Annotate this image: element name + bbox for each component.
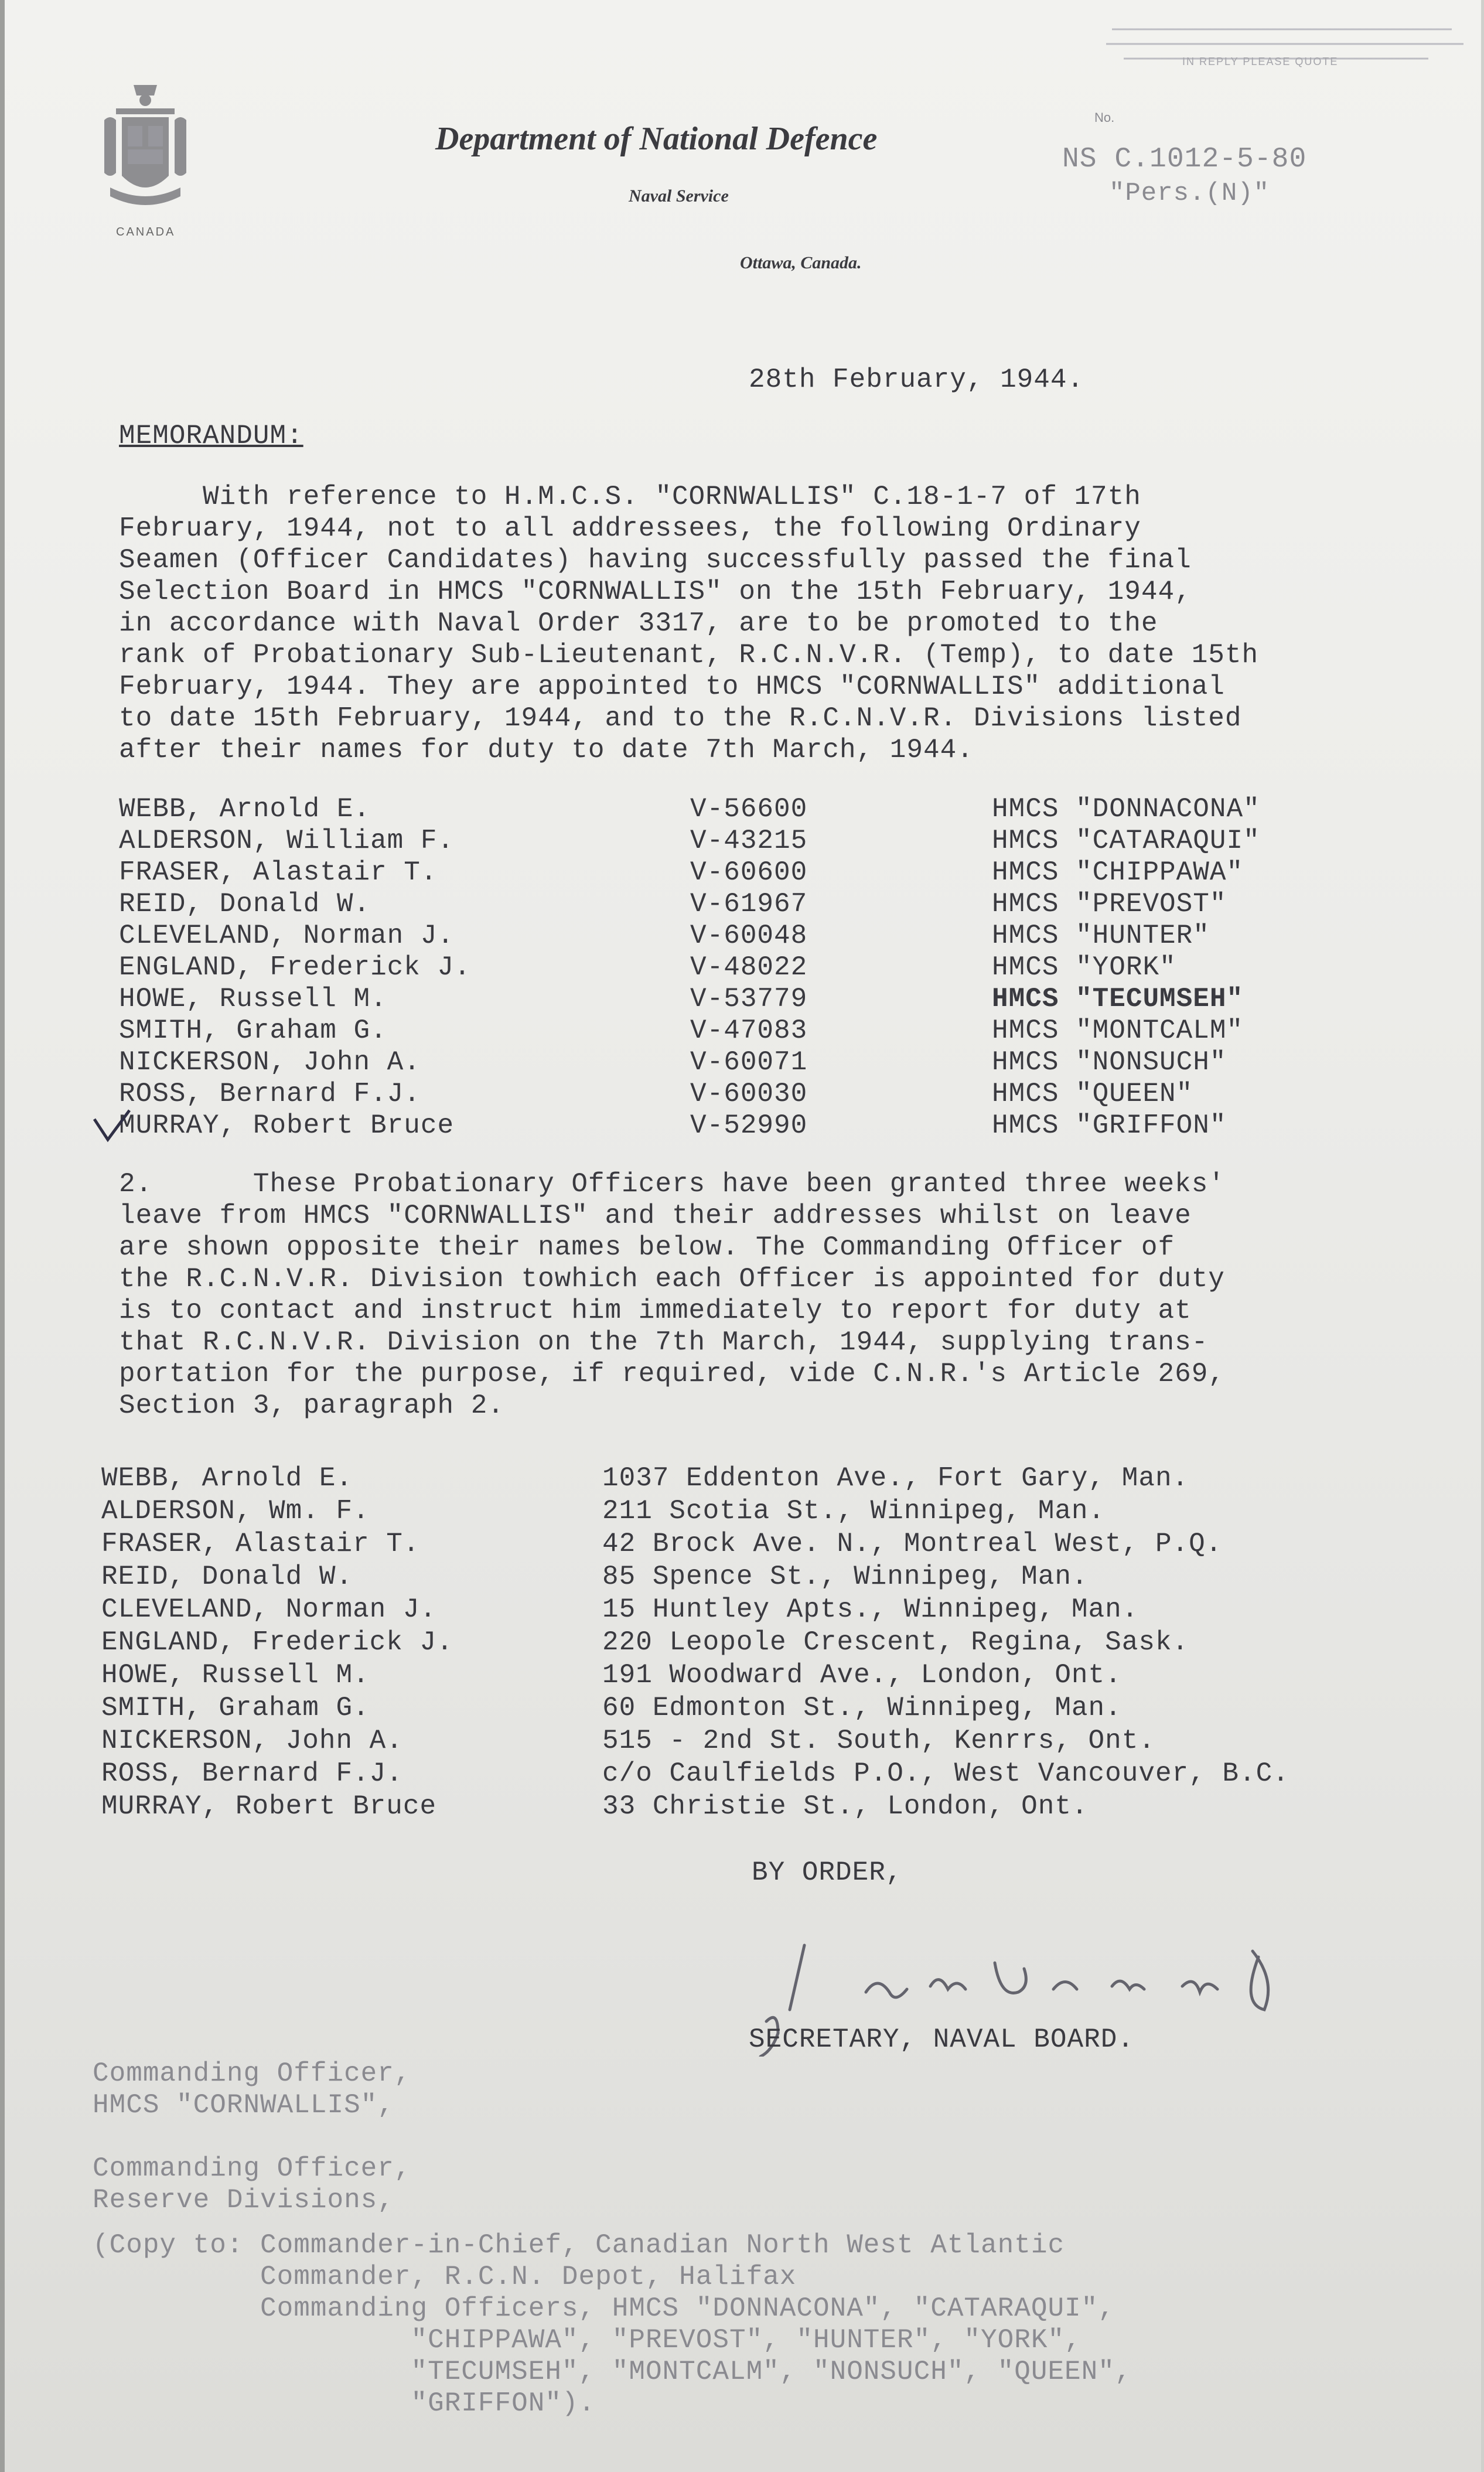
paragraph-line: portation for the purpose, if required, vide C.N.R.'s Article 269, — [119, 1359, 1225, 1389]
paragraph-line: February, 1944. They are appointed to HMCS "CORNWALLIS" additional — [119, 671, 1225, 702]
paragraph-line: to date 15th February, 1944, and to the R.C.N.V.R. Divisions listed — [119, 703, 1242, 734]
officer-name: WEBB, Arnold E. — [119, 794, 371, 824]
division: HMCS "TECUMSEH" — [992, 984, 1244, 1014]
officer-name: SMITH, Graham G. — [119, 1015, 387, 1046]
officer-name: ENGLAND, Frederick J. — [101, 1627, 453, 1658]
officer-name: MURRAY, Robert Bruce — [119, 1110, 455, 1141]
leave-address: 42 Brock Ave. N., Montreal West, P.Q. — [602, 1529, 1223, 1559]
crest-caption: CANADA — [116, 226, 176, 238]
division: HMCS "NONSUCH" — [992, 1047, 1227, 1078]
leave-address: 515 - 2nd St. South, Kenrrs, Ont. — [602, 1726, 1155, 1756]
officer-name: HOWE, Russell M. — [101, 1660, 370, 1690]
paragraph-line: February, 1944, not to all addressees, the following Ordinary — [119, 513, 1141, 544]
page-edge-shadow — [0, 0, 5, 2472]
service-number: V-60071 — [690, 1047, 808, 1078]
copy-to-line: (Copy to: Commander-in-Chief, Canadian North West Atlantic — [93, 2230, 1065, 2260]
leave-address: 85 Spence St., Winnipeg, Man. — [602, 1561, 1089, 1592]
paragraph-line: rank of Probationary Sub-Lieutenant, R.C.N.V.R. (Temp), to date 15th — [119, 640, 1259, 670]
service-name: Naval Service — [629, 186, 729, 206]
officer-name: HOWE, Russell M. — [119, 984, 387, 1014]
distribution-line: Commanding Officer, — [93, 2058, 411, 2089]
officer-name: FRASER, Alastair T. — [101, 1529, 420, 1559]
leave-address: 15 Huntley Apts., Winnipeg, Man. — [602, 1594, 1139, 1625]
officer-name: CLEVELAND, Norman J. — [119, 920, 455, 951]
officer-name: MURRAY, Robert Bruce — [101, 1791, 437, 1822]
paragraph-line: after their names for duty to date 7th March, 1944. — [119, 735, 974, 765]
paragraph-line: Selection Board in HMCS "CORNWALLIS" on the 15th February, 1944, — [119, 577, 1192, 607]
officer-name: FRASER, Alastair T. — [119, 857, 438, 888]
division: HMCS "HUNTER" — [992, 920, 1210, 951]
officer-name: NICKERSON, John A. — [101, 1726, 403, 1756]
distribution-line: Commanding Officer, — [93, 2153, 411, 2184]
service-number: V-61967 — [690, 889, 808, 919]
leave-address: 1037 Eddenton Ave., Fort Gary, Man. — [602, 1463, 1189, 1494]
department-title: Department of National Defence — [435, 121, 878, 157]
paragraph-line: the R.C.N.V.R. Division towhich each Officer is appointed for duty — [119, 1264, 1225, 1294]
paragraph-line: leave from HMCS "CORNWALLIS" and their addresses whilst on leave — [119, 1201, 1192, 1231]
file-number: NS C.1012-5-80 — [1062, 144, 1307, 175]
leave-address: 191 Woodward Ave., London, Ont. — [602, 1660, 1122, 1690]
document-page — [5, 0, 1481, 2472]
leave-address: 33 Christie St., London, Ont. — [602, 1791, 1089, 1822]
paragraph-line: 2. These Probationary Officers have been granted three weeks' — [119, 1169, 1225, 1199]
service-number: V-60048 — [690, 920, 808, 951]
officer-name: REID, Donald W. — [119, 889, 371, 919]
service-number: V-60030 — [690, 1079, 808, 1109]
by-order: BY ORDER, — [752, 1857, 903, 1888]
paragraph-line: that R.C.N.V.R. Division on the 7th March, 1944, supplying trans- — [119, 1327, 1209, 1358]
officer-name: ROSS, Bernard F.J. — [119, 1079, 421, 1109]
officer-name: SMITH, Graham G. — [101, 1693, 370, 1723]
paragraph-line: is to contact and instruct him immediately to report for duty at — [119, 1295, 1192, 1326]
stamp-line: IN REPLY PLEASE QUOTE — [1182, 56, 1339, 67]
service-number: V-53779 — [690, 984, 808, 1014]
memo-date: 28th February, 1944. — [749, 364, 1084, 395]
leave-address: 211 Scotia St., Winnipeg, Man. — [602, 1496, 1106, 1526]
signatory-title: SECRETARY, NAVAL BOARD. — [749, 2024, 1134, 2055]
paragraph-line: Seamen (Officer Candidates) having successfully passed the final — [119, 545, 1192, 575]
copy-to-line: "TECUMSEH", "MONTCALM", "NONSUCH", "QUEEN", — [93, 2357, 1132, 2387]
file-subject: "Pers.(N)" — [1109, 179, 1270, 208]
division: HMCS "CATARAQUI" — [992, 826, 1260, 856]
copy-to-line: Commander, R.C.N. Depot, Halifax — [93, 2262, 797, 2292]
distribution-line: HMCS "CORNWALLIS", — [93, 2090, 394, 2120]
division: HMCS "GRIFFON" — [992, 1110, 1227, 1141]
checkmark-icon — [91, 1107, 132, 1143]
paragraph-line: in accordance with Naval Order 3317, are to be promoted to the — [119, 608, 1158, 639]
officer-name: REID, Donald W. — [101, 1561, 353, 1592]
file-no-label: No. — [1094, 110, 1115, 125]
officer-name: CLEVELAND, Norman J. — [101, 1594, 437, 1625]
location: Ottawa, Canada. — [740, 253, 862, 272]
memo-heading: MEMORANDUM: — [119, 421, 303, 451]
service-number: V-52990 — [690, 1110, 808, 1141]
division: HMCS "MONTCALM" — [992, 1015, 1244, 1046]
service-number: V-60600 — [690, 857, 808, 888]
copy-to-line: Commanding Officers, HMCS "DONNACONA", "CATARAQUI", — [93, 2293, 1115, 2324]
copy-to-line: "GRIFFON"). — [93, 2388, 596, 2419]
division: HMCS "QUEEN" — [992, 1079, 1193, 1109]
officer-name: NICKERSON, John A. — [119, 1047, 421, 1078]
officer-name: ENGLAND, Frederick J. — [119, 952, 471, 983]
paragraph-line: are shown opposite their names below. The Commanding Officer of — [119, 1232, 1175, 1263]
division: HMCS "YORK" — [992, 952, 1176, 983]
leave-address: 220 Leopole Crescent, Regina, Sask. — [602, 1627, 1189, 1658]
officer-name: ALDERSON, Wm. F. — [101, 1496, 370, 1526]
division: HMCS "PREVOST" — [992, 889, 1227, 919]
leave-address: c/o Caulfields P.O., West Vancouver, B.C. — [602, 1758, 1289, 1789]
service-number: V-43215 — [690, 826, 808, 856]
paragraph-line: Section 3, paragraph 2. — [119, 1390, 504, 1421]
stamp-mark — [1100, 18, 1475, 82]
division: HMCS "CHIPPAWA" — [992, 857, 1244, 888]
coat-of-arms-icon — [93, 79, 198, 220]
officer-name: ALDERSON, William F. — [119, 826, 455, 856]
service-number: V-47083 — [690, 1015, 808, 1046]
copy-to-line: "CHIPPAWA", "PREVOST", "HUNTER", "YORK", — [93, 2325, 1082, 2355]
division: HMCS "DONNACONA" — [992, 794, 1260, 824]
leave-address: 60 Edmonton St., Winnipeg, Man. — [602, 1693, 1122, 1723]
officer-name: WEBB, Arnold E. — [101, 1463, 353, 1494]
distribution-line: Reserve Divisions, — [93, 2185, 394, 2215]
paragraph-line: With reference to H.M.C.S. "CORNWALLIS" C.18-1-7 of 17th — [119, 482, 1141, 512]
service-number: V-48022 — [690, 952, 808, 983]
officer-name: ROSS, Bernard F.J. — [101, 1758, 403, 1789]
service-number: V-56600 — [690, 794, 808, 824]
